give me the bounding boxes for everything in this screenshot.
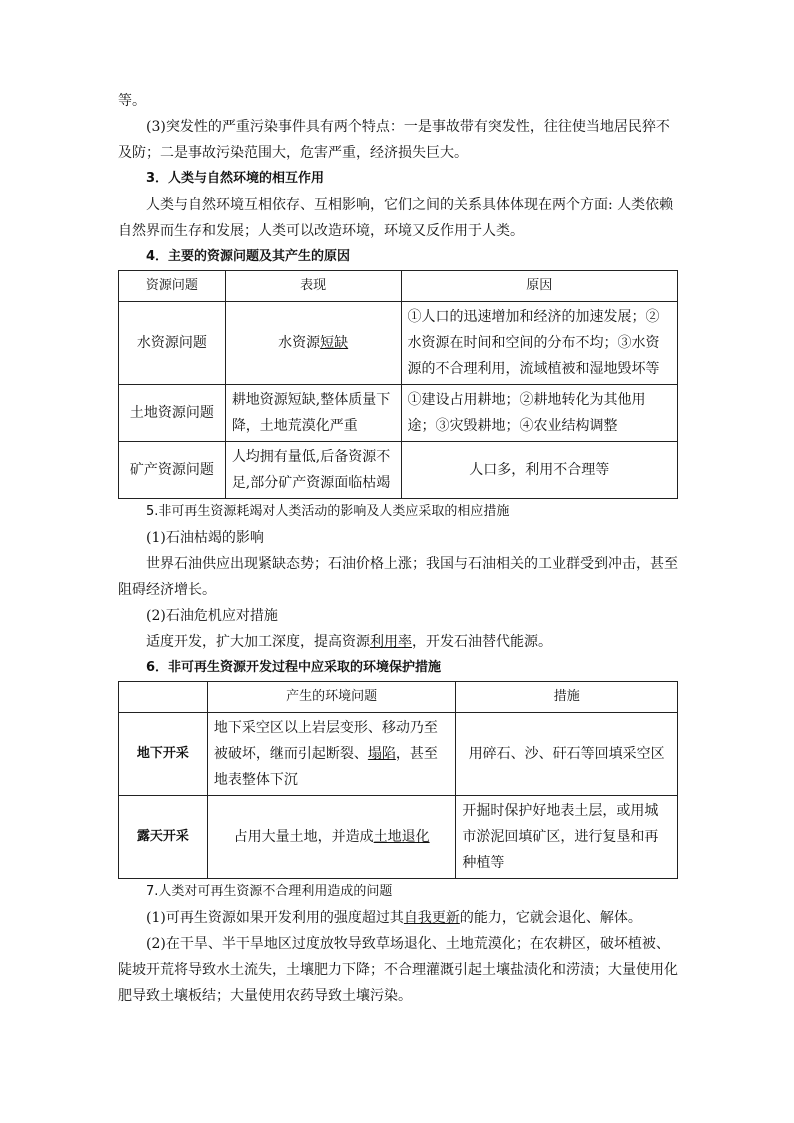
text-span: 地下采空区以上岩层变形、移动乃至被破坏，继而引起断裂、 [213, 720, 438, 762]
text-span: ，甚至地表整体下沉 [213, 746, 438, 788]
cause-cell: ①建设占用耕地；②耕地转化为其他用途；③灾毁耕地；④农业结构调整 [401, 385, 678, 442]
cause-cell: 人口多，利用不合理等 [401, 442, 678, 499]
header-cell: 措施 [456, 682, 678, 713]
paragraph-continuation: 等。 [118, 93, 146, 109]
paragraph-renewable-2: (2)在干旱、半干旱地区过度放牧导致草场退化、土地荒漠化；在农耕区，破坏植被、陡坡开荒将导致水土流失，土壤肥力下降；不合理灌溉引起土壤盐渍化和涝渍；大量使用化肥导致土壤板结；大量使用农药导致土壤污染。 [118, 936, 678, 1004]
resource-name-cell: 土地资源问题 [119, 385, 226, 442]
paragraph-oil-impact: 世界石油供应出现紧缺态势；石油价格上涨；我国与石油相关的工业群受到冲击，甚至阻碍经济增长。 [118, 556, 678, 598]
underlined-term: 土地退化 [373, 829, 430, 845]
table-row [119, 796, 678, 879]
underlined-term: 自我更新 [403, 910, 460, 926]
problem-cell [207, 796, 456, 879]
paragraph-renewable-1 [118, 905, 678, 931]
resource-name-cell: 矿产资源问题 [119, 442, 226, 499]
paragraph-pollution-events: (3)突发性的严重污染事件具有两个特点：一是事故带有突发性，往往使当地居民猝不及防；二是事故污染范围大，危害严重，经济损失巨大。 [118, 119, 670, 161]
measure-cell: 开掘时保护好地表土层，或用城市淤泥回填矿区，进行复垦和再种植等 [456, 796, 678, 879]
manifestation-cell: 耕地资源短缺,整体质量下降，土地荒漠化严重 [225, 385, 401, 442]
text-span: (1)可再生资源如果开发利用的强度超过其 [146, 910, 404, 926]
table-row [119, 302, 678, 385]
problem-cell [207, 713, 456, 796]
mining-protection-table [118, 681, 678, 879]
manifestation-cell: 人均拥有量低,后备资源不足,部分矿产资源面临枯竭 [225, 442, 401, 499]
mining-type-cell: 地下开采 [119, 713, 208, 796]
underlined-term: 塌陷 [367, 746, 396, 762]
table-row [119, 713, 678, 796]
header-cell: 原因 [401, 271, 678, 302]
heading-5: 5.非可再生资源耗竭对人类活动的影响及人类应采取的相应措施 [146, 504, 510, 519]
table-row [119, 442, 678, 499]
header-cell: 表现 [225, 271, 401, 302]
table-header-row [119, 271, 678, 302]
heading-3: 3．人类与自然环境的相互作用 [146, 171, 325, 186]
text-span: 适度开发，扩大加工深度，提高资源 [146, 634, 370, 650]
resource-name-cell: 水资源问题 [119, 302, 226, 385]
manifestation-cell [225, 302, 401, 385]
subheading-oil-crisis: (2)石油危机应对措施 [146, 608, 278, 624]
text-span: ，开发石油替代能源。 [412, 634, 552, 650]
heading-7: 7.人类对可再生资源不合理利用造成的问题 [146, 884, 393, 899]
header-cell: 产生的环境问题 [207, 682, 456, 713]
paragraph-oil-measures [118, 629, 678, 655]
text-span: 占用大量土地，并造成 [233, 829, 374, 845]
heading-6: 6．非可再生资源开发过程中应采取的环境保护措施 [146, 660, 442, 675]
mining-type-cell: 露天开采 [119, 796, 208, 879]
subheading-oil-depletion: (1)石油枯竭的影响 [146, 530, 264, 546]
document-page [118, 88, 678, 1009]
text-span: 的能力，它就会退化、解体。 [459, 910, 642, 926]
header-cell [119, 682, 208, 713]
measure-cell: 用碎石、沙、矸石等回填采空区 [456, 713, 678, 796]
paragraph-human-environment: 人类与自然环境互相依存、互相影响，它们之间的关系具体体现在两个方面: 人类依赖自然界而生存和发展；人类可以改造环境，环境又反作用于人类。 [118, 197, 674, 239]
cause-cell: ①人口的迅速增加和经济的加速发展；②水资源在时间和空间的分布不均；③水资源的不合理利用，流域植被和湿地毁坏等 [401, 302, 678, 385]
underlined-term: 短缺 [320, 335, 349, 351]
heading-4: 4．主要的资源问题及其产生的原因 [146, 249, 351, 264]
manifestation-text: 水资源 [278, 335, 321, 351]
header-cell: 资源问题 [119, 271, 226, 302]
underlined-term: 利用率 [370, 634, 412, 650]
table-row [119, 385, 678, 442]
resource-problems-table [118, 270, 678, 499]
table-header-row [119, 682, 678, 713]
